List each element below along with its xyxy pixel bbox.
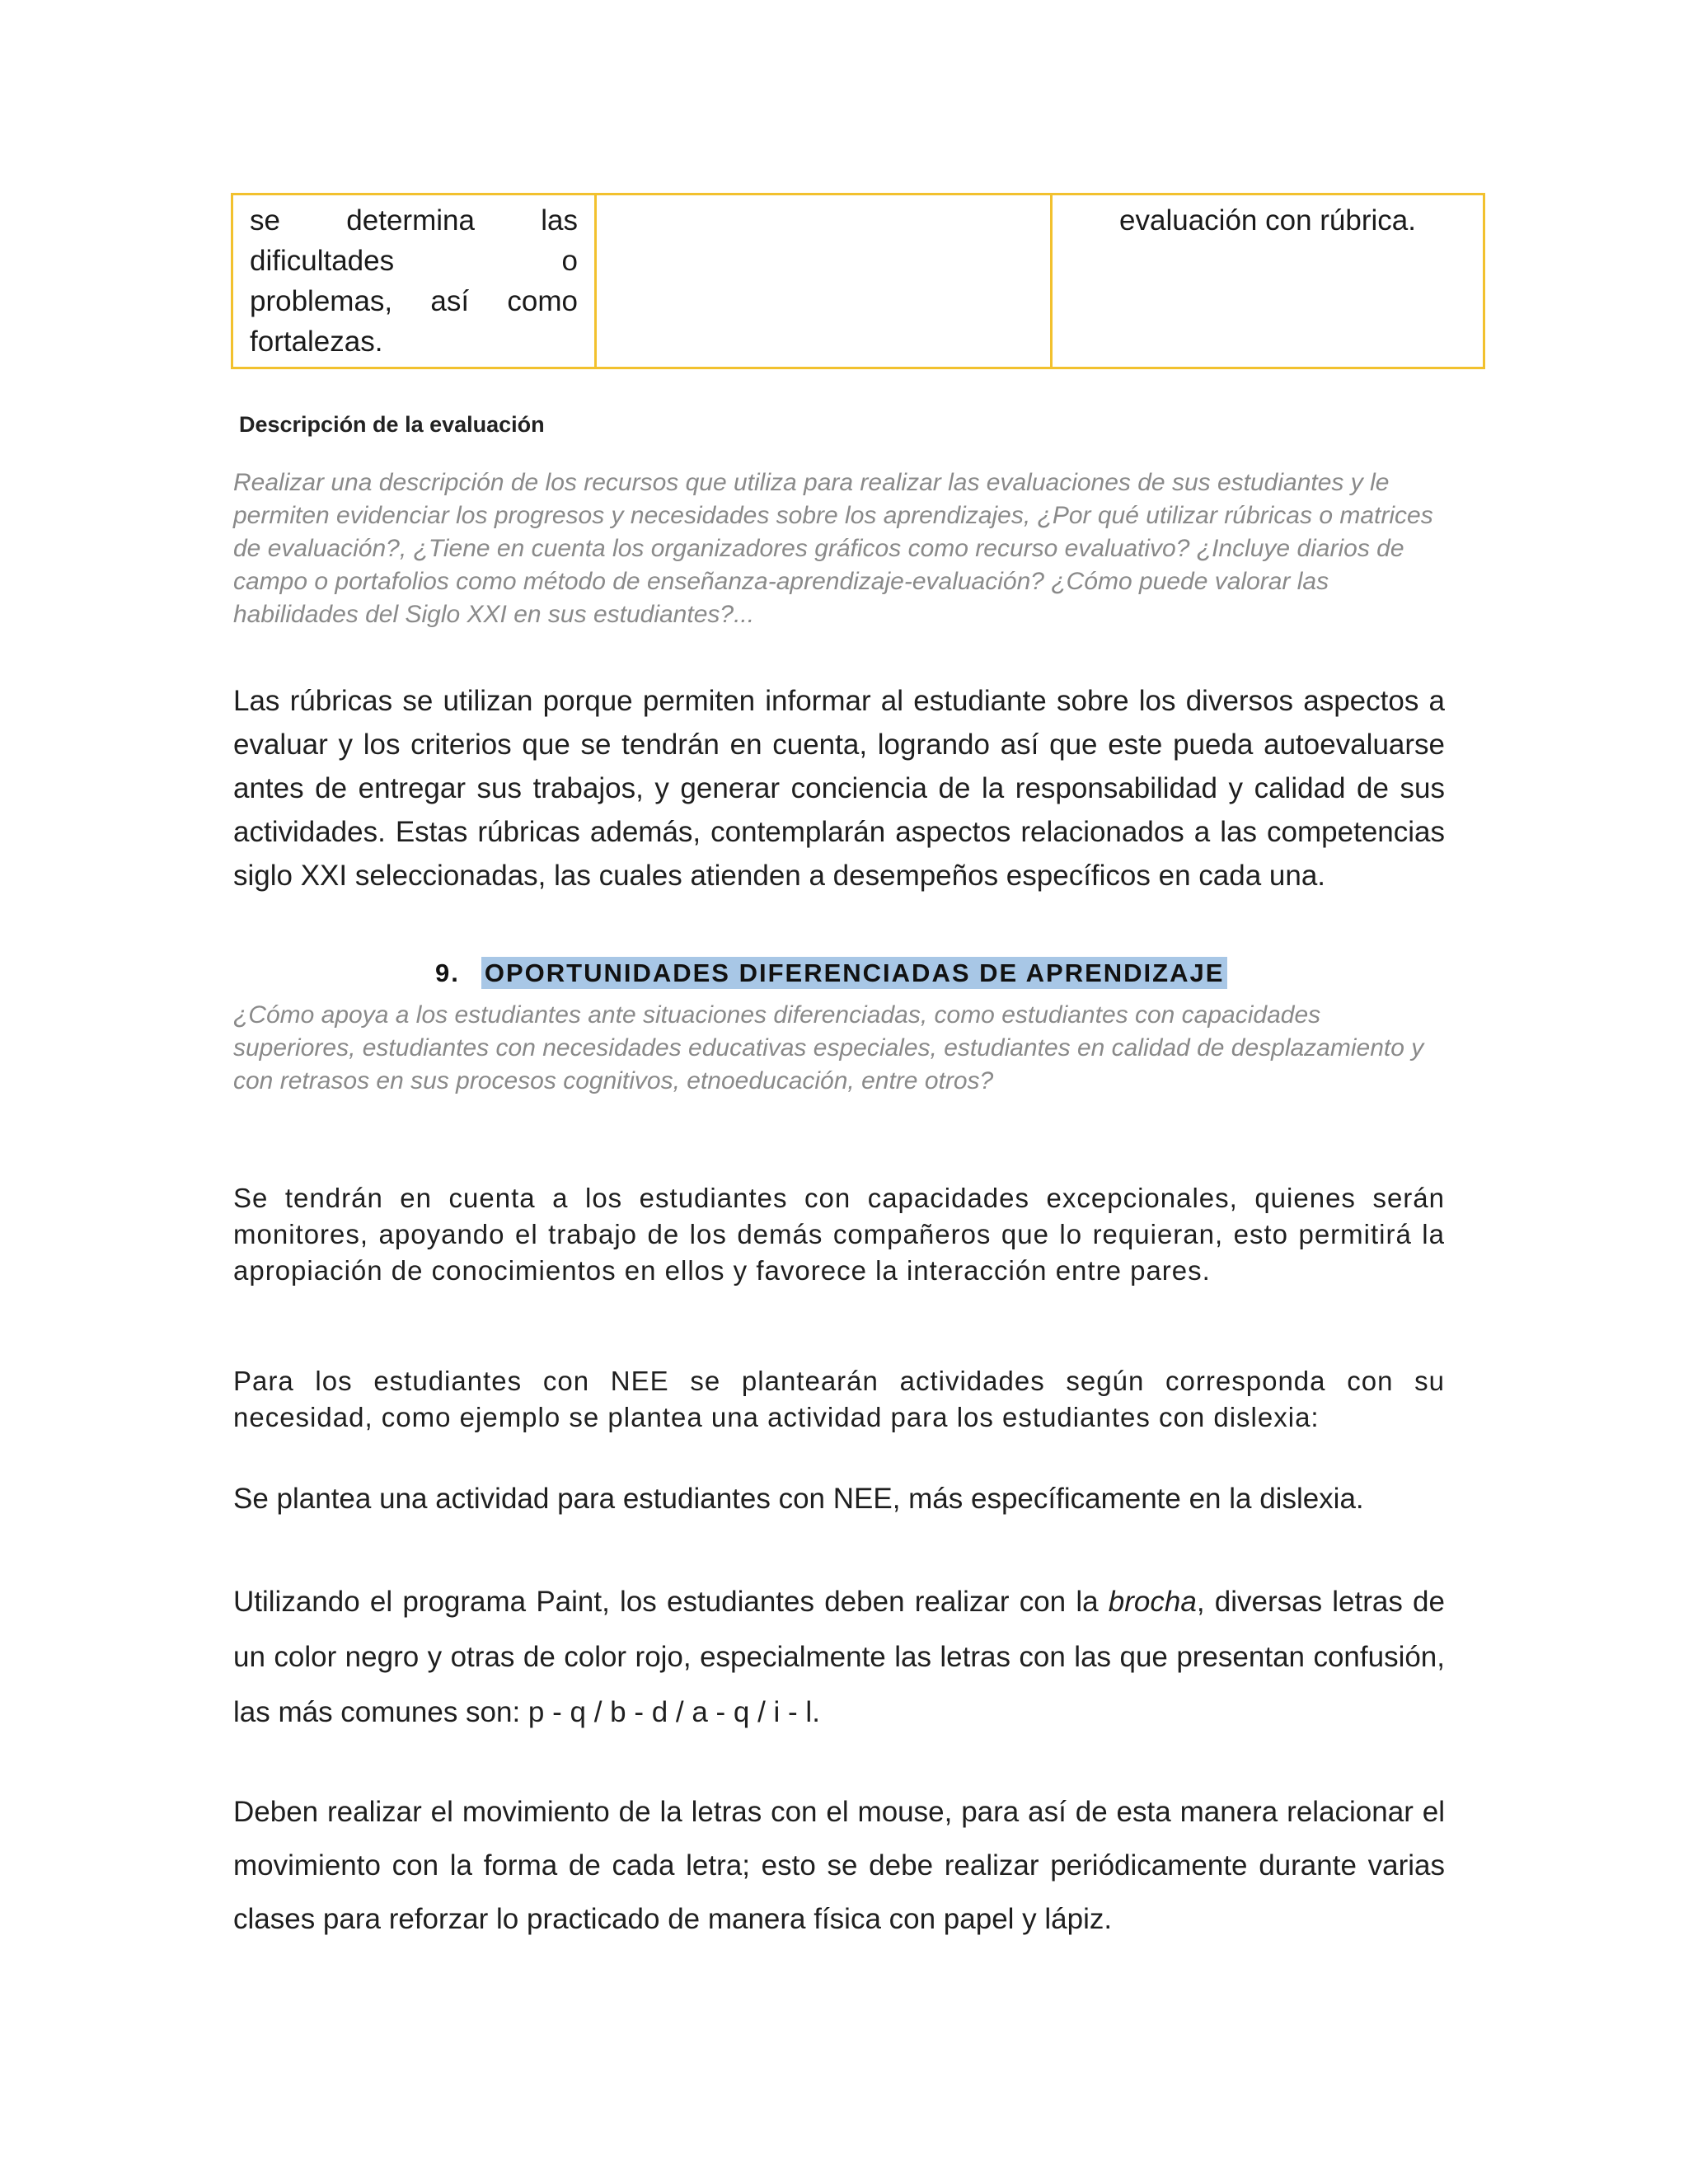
capacities-paragraph: Se tendrán en cuenta a los estudiantes con capacidades excepcionales, quienes serán monitores, apoyando el trabajo de los demás compañeros que lo requieran, esto permitirá la apropiación de conocimientos en ellos y favorece la interacción entre pares. [233, 1183, 1445, 1286]
table-cell-line: se determina las [250, 204, 578, 237]
section-number: 9. [435, 958, 460, 987]
continuation-table [231, 193, 1485, 369]
paint-text-end: , diversas letras de un color negro y otras de color rojo, especialmente las letras con las que presentan confusión, las más comunes son: p - q / b - d / a - q / i - l. [233, 1586, 1445, 1728]
table-cell-line: fortalezas. [250, 326, 383, 358]
brush-word: brocha [1108, 1586, 1197, 1618]
paint-paragraph [233, 1574, 1445, 1740]
table-cell-evaluation: evaluación con rúbrica. [1052, 194, 1484, 368]
evaluation-guide-text: Realizar una descripción de los recursos que utiliza para realizar las evaluaciones de sus estudiantes y le permiten evidenciar los progresos y necesidades sobre los aprendizajes, ¿Por qué utilizar rúbricas o matrices de evaluación?, ¿Tiene en cuenta los organizadores gráficos como recurso evaluativo? ¿Incluye diarios de campo o portafolios como método de enseñanza-aprendizaje-evaluación? ¿Cómo puede valorar las habilidades del Siglo XXI en sus estudiantes?... [233, 469, 1433, 628]
section-title-highlighted: OPORTUNIDADES DIFERENCIADAS DE APRENDIZAJE [481, 957, 1228, 989]
evaluation-paragraph: Las rúbricas se utilizan porque permiten informar al estudiante sobre los diversos aspectos a evaluar y los criterios que se tendrán en cuenta, logrando así que este pueda autoevaluarse antes de entregar sus trabajos, y generar conciencia de la responsabilidad y calidad de sus actividades. Estas rúbricas además, contemplarán aspectos relacionados a las competencias siglo XXI seleccionadas, las cuales atienden a desempeños específicos en cada una. [233, 685, 1445, 892]
table-cell-description [232, 194, 596, 368]
paint-text-start: Utilizando el programa Paint, los estudiantes deben realizar con la [233, 1586, 1109, 1618]
section-guide-text: ¿Cómo apoya a los estudiantes ante situaciones diferenciadas, como estudiantes con capacidades superiores, estudiantes con necesidades educativas especiales, estudiantes en calidad de desplazamiento y con retrasos en sus procesos cognitivos, etnoeducación, entre otros? [233, 1001, 1424, 1094]
table-cell-empty [596, 194, 1052, 368]
table-cell-line: problemas, así como [250, 285, 578, 317]
activity-paragraph: Se plantea una actividad para estudiantes con NEE, más específicamente en la dislexia. [233, 1483, 1364, 1515]
mouse-paragraph: Deben realizar el movimiento de la letras con el mouse, para así de esta manera relacionar el movimiento con la forma de cada letra; esto se debe realizar periódicamente durante varias clases para reforzar lo practicado de manera física con papel y lápiz. [233, 1796, 1445, 1935]
nee-paragraph: Para los estudiantes con NEE se plantearán actividades según corresponda con su necesidad, como ejemplo se plantea una actividad para los estudiantes con dislexia: [233, 1366, 1445, 1432]
table-row [232, 194, 1484, 368]
table-cell-line: dificultades o [250, 245, 578, 277]
section-heading [435, 958, 1227, 988]
evaluation-heading: Descripción de la evaluación [239, 412, 545, 437]
